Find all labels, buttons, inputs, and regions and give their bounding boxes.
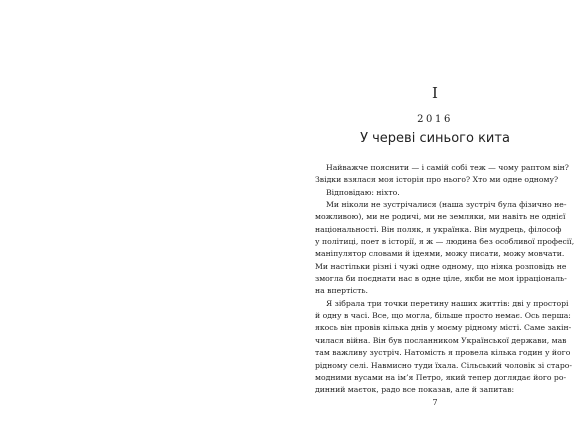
text-line: рідному селі. Навмисно туди їхала. Сільський чоловік зі старо- <box>315 360 572 370</box>
text-line: Ми настільки різні і чужі одне одному, що ніяка розповідь не <box>315 261 567 271</box>
paragraph <box>315 199 575 298</box>
text-line: Звідки взялася моя історія про нього? Хто ми одне одному? <box>315 175 559 185</box>
text-line: змогла би поєднати нас в одне ціле, якби не моя ірраціональ- <box>315 274 567 284</box>
text-line: Я зібрала три точки перетину наших життів: дві у просторі <box>326 298 569 308</box>
text-line: там важливу зустріч. Натомість я провела кілька годин у його <box>315 348 571 358</box>
text-line: й одну в часі. Все, що могла, більше просто немає. Ось перша: <box>315 311 571 321</box>
text-line: маніпулятор словами й ідеями, можу писати, можу мовчати. <box>315 249 565 259</box>
paragraph <box>315 298 572 397</box>
text-line: чилася війна. Він був посланником Української держави, мав <box>315 335 567 345</box>
text-line: динний маєток, радо все показав, але й запитав: <box>315 385 515 395</box>
chapter-number: I <box>432 84 438 102</box>
text-line: у політиці, поет в історії, я ж — людина без особливої професії, <box>315 237 575 247</box>
text-line: на впертість. <box>315 286 368 296</box>
paragraph <box>315 162 569 187</box>
chapter-title: У череві синього кита <box>360 131 510 146</box>
body-text <box>315 162 575 397</box>
text-line: Найважче пояснити — і самій собі теж — чому раптом він? <box>326 163 569 172</box>
chapter-year: 2016 <box>417 114 453 125</box>
text-line: Відповідаю: ніхто. <box>326 187 400 197</box>
text-line: Ми ніколи не зустрічалися (наша зустріч була фізично не- <box>326 200 567 210</box>
text-line: якось він провів кілька днів у моєму рідному місті. Саме закін- <box>315 323 572 333</box>
text-line: можливою), ми не родичі, ми не земляки, ми навіть не однієї <box>315 212 566 222</box>
page-number: 7 <box>432 398 438 407</box>
text-line: модними вусами на ім’я Петро, який тепер доглядає його ро- <box>315 372 567 382</box>
right-page <box>290 0 580 431</box>
text-line: національності. Він поляк, я українка. Він мудрець, філософ <box>315 224 562 234</box>
paragraph <box>315 187 555 199</box>
